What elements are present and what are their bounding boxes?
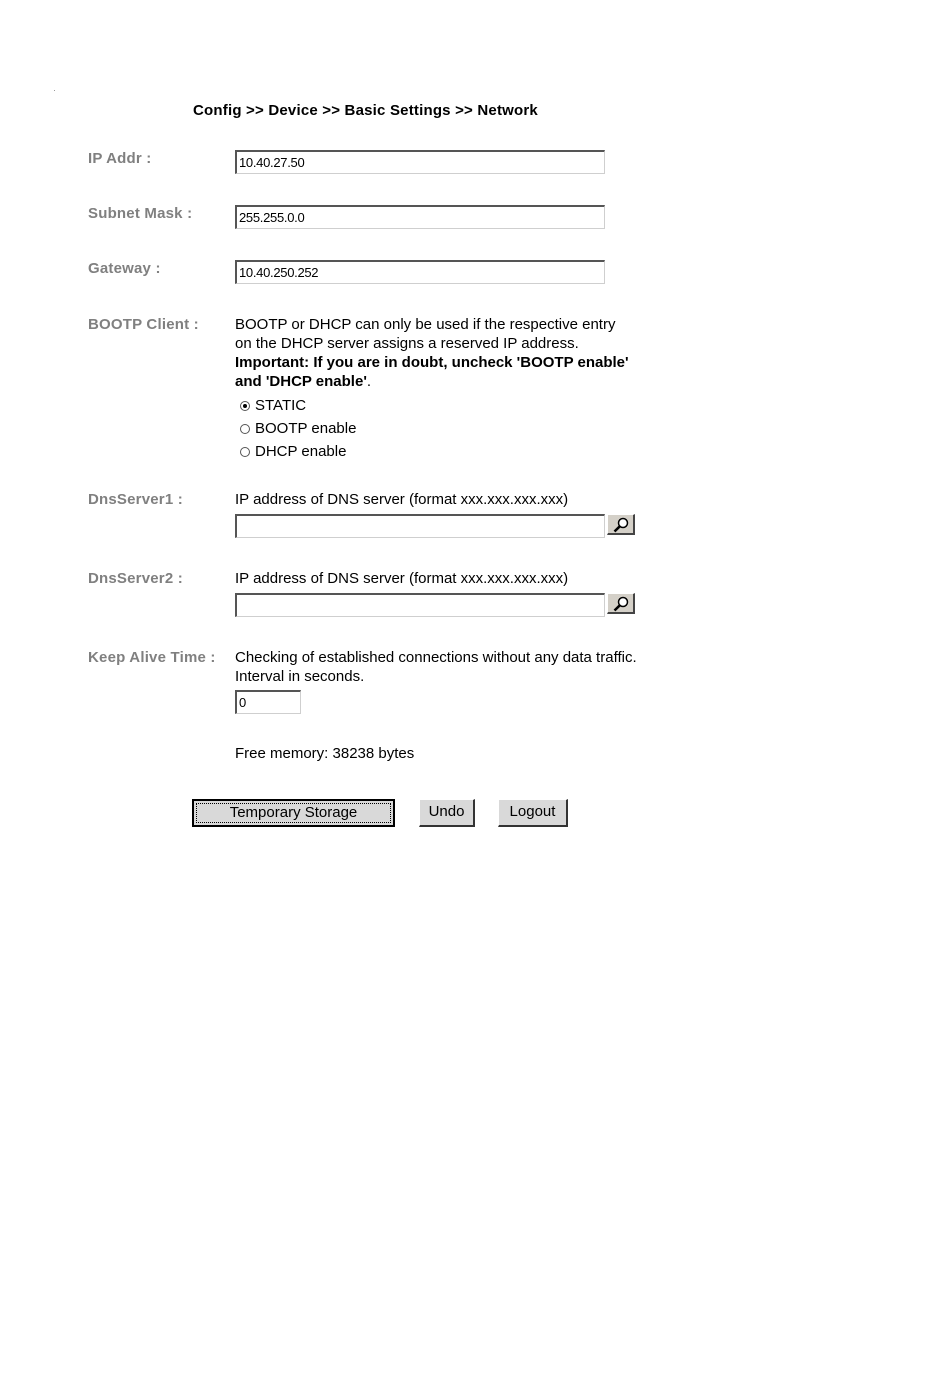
- radio-bootp-button[interactable]: [240, 424, 250, 434]
- radio-bootp-label: BOOTP enable: [255, 420, 357, 437]
- bootp-client-label: BOOTP Client :: [88, 316, 199, 333]
- dns-server2-input[interactable]: [235, 593, 605, 617]
- keep-alive-input[interactable]: 0: [235, 690, 301, 714]
- dns-server2-lookup-button[interactable]: [607, 593, 635, 614]
- dns-server2-description: IP address of DNS server (format xxx.xxx.xxx.xxx): [235, 570, 569, 587]
- dns-server1-lookup-button[interactable]: [607, 514, 635, 535]
- subnet-mask-label: Subnet Mask :: [88, 205, 193, 222]
- magnifier-icon: [613, 517, 630, 533]
- gateway-label: Gateway :: [88, 260, 161, 277]
- radio-static[interactable]: [240, 397, 306, 414]
- bootp-important-line2: and 'DHCP enable': [235, 373, 367, 390]
- logout-button[interactable]: Logout: [498, 799, 568, 827]
- free-memory-text: Free memory: 38238 bytes: [235, 745, 415, 762]
- dns-server2-label: DnsServer2 :: [88, 570, 183, 587]
- bootp-desc-line2: on the DHCP server assigns a reserved IP address.: [235, 335, 579, 352]
- keep-alive-desc-line2: Interval in seconds.: [235, 668, 365, 685]
- dns-server1-label: DnsServer1 :: [88, 491, 183, 508]
- bootp-important-end: .: [366, 373, 372, 390]
- ip-addr-label: IP Addr :: [88, 150, 152, 167]
- radio-dhcp-enable[interactable]: [240, 443, 346, 460]
- radio-dhcp-button[interactable]: [240, 447, 250, 457]
- radio-static-button[interactable]: [240, 401, 250, 411]
- dns-server1-input[interactable]: [235, 514, 605, 538]
- radio-static-label: STATIC: [255, 397, 307, 414]
- radio-bootp-enable[interactable]: [240, 420, 356, 437]
- keep-alive-description: [235, 648, 637, 686]
- keep-alive-label: Keep Alive Time :: [88, 649, 216, 666]
- ip-addr-input[interactable]: 10.40.27.50: [235, 150, 605, 174]
- keep-alive-desc-line1: Checking of established connections without any data traffic.: [235, 649, 637, 666]
- subnet-mask-input[interactable]: 255.255.0.0: [235, 205, 605, 229]
- gateway-input[interactable]: 10.40.250.252: [235, 260, 605, 284]
- bootp-desc-line1: BOOTP or DHCP can only be used if the respective entry: [235, 316, 616, 333]
- dns-server1-description: IP address of DNS server (format xxx.xxx.xxx.xxx): [235, 491, 569, 508]
- breadcrumb: Config >> Device >> Basic Settings >> Network: [193, 102, 538, 119]
- radio-dhcp-label: DHCP enable: [255, 443, 347, 460]
- bootp-description: [235, 315, 629, 391]
- undo-button[interactable]: Undo: [419, 799, 475, 827]
- stray-dot: [54, 90, 55, 91]
- bootp-important-line1: Important: If you are in doubt, uncheck 'BOOTP enable': [235, 354, 629, 371]
- temporary-storage-button[interactable]: Temporary Storage: [192, 799, 395, 827]
- magnifier-icon: [613, 596, 630, 612]
